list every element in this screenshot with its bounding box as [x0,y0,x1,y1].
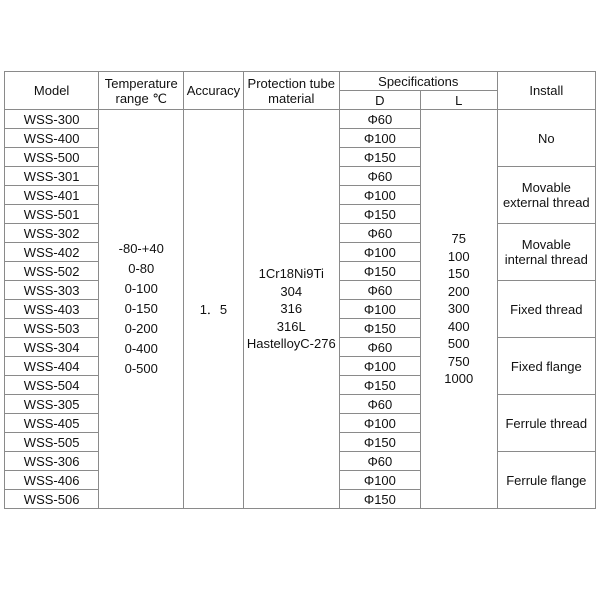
temperature-range-value: 0-100 [124,281,158,296]
diameter-cell: Φ150 [340,205,420,223]
model-cell: WSS-401 [5,186,98,204]
table-row [5,110,595,128]
diameter-cell: Φ150 [340,148,420,166]
temperature-range-cell [99,110,183,508]
diameter-cell: Φ100 [340,186,420,204]
install-cell [498,167,595,223]
temperature-range-value: 0-80 [128,261,155,276]
model-cell: WSS-302 [5,224,98,242]
install-cell [498,338,595,394]
install-cell [498,110,595,166]
material-value: 316L [276,318,306,334]
model-cell: WSS-400 [5,129,98,147]
length-value: 100 [447,248,470,264]
diameter-cell: Φ100 [340,243,420,261]
header-temperature-range: Temperature range ℃ [99,72,183,109]
model-cell: WSS-501 [5,205,98,223]
header-row [5,72,595,90]
model-cell: WSS-403 [5,300,98,318]
install-value: No [538,130,555,146]
model-cell: WSS-506 [5,490,98,508]
model-cell: WSS-404 [5,357,98,375]
header-material: Protection tube material [244,72,339,109]
diameter-cell: Φ100 [340,357,420,375]
model-cell: WSS-500 [5,148,98,166]
diameter-cell: Φ100 [340,471,420,489]
install-cell [498,452,595,508]
length-value: 300 [447,301,470,317]
install-value: Fixed thread [510,301,583,317]
material-value: 1Cr18Ni9Ti [258,266,324,282]
header-install: Install [498,72,595,109]
material-cell [244,110,339,508]
model-cell: WSS-504 [5,376,98,394]
length-value: 400 [447,318,470,334]
temperature-range-value: -80-+40 [118,241,164,256]
length-value: 150 [447,266,470,282]
install-value: Movable [521,237,571,252]
model-cell: WSS-503 [5,319,98,337]
diameter-cell: Φ150 [340,433,420,451]
diameter-cell: Φ60 [340,110,420,128]
install-cell [498,224,595,280]
header-accuracy: Accuracy [184,72,242,109]
model-cell: WSS-406 [5,471,98,489]
header-model: Model [5,72,98,109]
model-cell: WSS-405 [5,414,98,432]
model-cell: WSS-402 [5,243,98,261]
model-cell: WSS-306 [5,452,98,470]
model-cell: WSS-502 [5,262,98,280]
install-value: Ferrule flange [506,472,587,488]
length-value: 75 [451,231,466,247]
install-cell [498,395,595,451]
header-specifications: Specifications [340,72,497,90]
temperature-range-value: 0-150 [124,301,158,316]
table-body [5,110,595,508]
install-value: Ferrule thread [505,415,588,431]
material-value: 304 [280,283,303,299]
diameter-cell: Φ60 [340,395,420,413]
temperature-range-value: 0-500 [124,361,158,376]
length-value: 200 [447,283,470,299]
install-value: internal thread [504,252,588,267]
install-value: Movable [521,180,571,195]
model-cell: WSS-303 [5,281,98,299]
model-cell: WSS-300 [5,110,98,128]
header-spec-d: D [340,91,420,109]
diameter-cell: Φ150 [340,319,420,337]
model-cell: WSS-305 [5,395,98,413]
diameter-cell: Φ100 [340,414,420,432]
diameter-cell: Φ150 [340,490,420,508]
diameter-cell: Φ100 [340,300,420,318]
diameter-cell: Φ60 [340,452,420,470]
accuracy-cell: 1．5 [184,110,242,508]
diameter-cell: Φ100 [340,129,420,147]
diameter-cell: Φ60 [340,224,420,242]
diameter-cell: Φ150 [340,262,420,280]
diameter-cell: Φ60 [340,167,420,185]
length-cell [421,110,497,508]
temperature-range-value: 0-200 [124,321,158,336]
model-cell: WSS-505 [5,433,98,451]
diameter-cell: Φ60 [340,281,420,299]
diameter-cell: Φ60 [340,338,420,356]
install-cell [498,281,595,337]
header-spec-l: L [421,91,497,109]
temperature-range-value: 0-400 [124,341,158,356]
length-value: 750 [447,353,470,369]
material-value: 316 [280,301,303,317]
model-cell: WSS-301 [5,167,98,185]
diameter-cell: Φ150 [340,376,420,394]
model-cell: WSS-304 [5,338,98,356]
specifications-table [4,71,596,509]
install-value: Fixed flange [510,358,582,374]
length-value: 500 [447,336,470,352]
material-value: HastelloyC-276 [246,336,336,352]
length-value: 1000 [444,371,474,387]
install-value: external thread [502,195,590,210]
